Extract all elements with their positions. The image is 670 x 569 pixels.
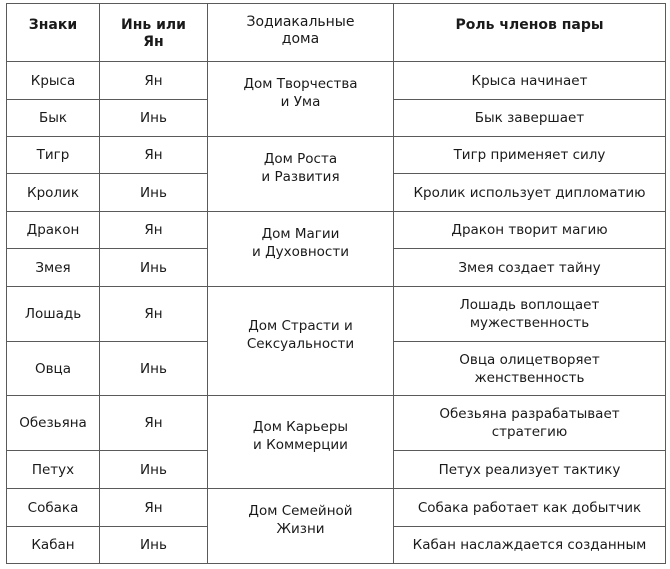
sign-name: Овца [34,360,72,377]
yinyang-value: Ян [144,222,163,238]
role-text: Бык завершает [474,110,585,126]
sign-name: Тигр [36,147,70,163]
house-name [212,317,389,353]
house-line1: Дом Творчества [243,76,358,92]
role-cell [394,174,666,212]
role-text: Дракон творит магию [451,222,608,238]
house-line1: Дом Роста [263,151,338,167]
header-yinyang [100,4,208,62]
sign-cell [7,212,100,249]
house-name [212,418,389,454]
table-row [7,287,666,342]
yinyang-cell [100,396,208,451]
sign-name: Собака [27,499,79,516]
role-text-line2: стратегию [491,424,568,440]
house-line2: и Ума [280,94,321,110]
sign-name: Дракон [26,222,80,238]
role-cell [394,451,666,489]
yinyang-cell [100,451,208,489]
house-line1: Дом Страсти и [248,318,353,334]
role-text: Петух реализует тактику [438,461,621,478]
header-signs-label: Знаки [28,17,78,33]
sign-name: Змея [35,259,71,276]
sign-cell [7,174,100,212]
yinyang-value: Ян [144,147,163,163]
role-cell [394,62,666,100]
house-name [212,75,389,111]
house-line2: и Развития [261,169,340,185]
role-cell [394,212,666,249]
yinyang-value: Инь [140,110,167,126]
sign-cell [7,489,100,527]
table-row [7,396,666,451]
header-houses-line1: Зодиакальные [246,14,355,30]
house-line1: Дом Семейной [248,503,353,519]
yinyang-cell [100,527,208,564]
sign-cell [7,396,100,451]
role-text: Кабан наслаждается созданным [412,537,647,553]
yinyang-cell [100,62,208,100]
house-line2: и Коммерции [253,437,348,453]
house-name [212,225,389,261]
role-cell [394,137,666,174]
yinyang-cell [100,212,208,249]
yinyang-value: Ян [144,415,163,431]
table-row [7,212,666,249]
header-signs [7,4,100,62]
house-line2: и Духовности [252,244,349,260]
role-text: Собака работает как добытчик [417,499,642,516]
role-text-line2: женственность [474,369,585,386]
header-role-label: Роль членов пары [455,17,604,33]
sign-cell [7,342,100,396]
sign-name: Кролик [27,184,79,201]
house-line1: Дом Магии [261,226,340,242]
role-text-line1: Овца олицетворяет [459,351,600,368]
role-cell [394,527,666,564]
house-line1: Дом Карьеры [252,419,349,435]
yinyang-cell [100,137,208,174]
house-cell [208,62,394,137]
role-cell [394,100,666,137]
role-cell [394,342,666,396]
role-text-line1: Обезьяна разрабатывает [439,406,620,422]
header-houses [208,4,394,62]
sign-cell [7,62,100,100]
yinyang-value: Инь [140,184,167,201]
sign-name: Петух [31,461,75,478]
house-cell [208,137,394,212]
role-text: Тигр применяет силу [453,147,606,163]
header-row [7,4,666,62]
house-line2: Сексуальности [246,336,355,352]
sign-cell [7,527,100,564]
header-houses-line2: дома [281,31,320,47]
yinyang-cell [100,249,208,287]
yinyang-cell [100,174,208,212]
house-line2: Жизни [276,521,325,537]
role-cell [394,249,666,287]
yinyang-cell [100,100,208,137]
role-text: Крыса начинает [471,72,588,89]
yinyang-value: Инь [140,259,167,276]
sign-cell [7,249,100,287]
role-cell [394,396,666,451]
yinyang-value: Ян [144,306,163,322]
role-text: Змея создает тайну [458,259,601,276]
role-cell [394,489,666,527]
sign-cell [7,137,100,174]
sign-name: Обезьяна [19,415,87,431]
sign-name: Лошадь [24,306,82,322]
yinyang-value: Ян [144,499,163,516]
yinyang-cell [100,489,208,527]
sign-cell [7,100,100,137]
yinyang-value: Инь [140,537,167,553]
role-text-line1: Лошадь воплощает [459,297,600,313]
table-row [7,62,666,100]
house-cell [208,396,394,489]
header-yinyang-line1: Инь или [121,17,186,33]
role-text: Кролик использует дипломатию [413,184,646,201]
house-name [212,150,389,186]
sign-name: Кабан [31,537,75,553]
role-text-line2: мужественность [469,315,590,331]
sign-name: Бык [38,110,68,126]
yinyang-value: Ян [144,72,163,89]
sign-name: Крыса [30,72,76,89]
yinyang-value: Инь [140,461,167,478]
header-role [394,4,666,62]
sign-cell [7,451,100,489]
house-cell [208,287,394,396]
header-yinyang-line2: Ян [143,34,164,50]
yinyang-cell [100,342,208,396]
house-name [212,502,389,538]
role-cell [394,287,666,342]
table-row [7,137,666,174]
yinyang-value: Инь [140,360,167,377]
yinyang-cell [100,287,208,342]
house-cell [208,489,394,564]
table-row [7,489,666,527]
sign-cell [7,287,100,342]
house-cell [208,212,394,287]
zodiac-table [6,3,666,564]
